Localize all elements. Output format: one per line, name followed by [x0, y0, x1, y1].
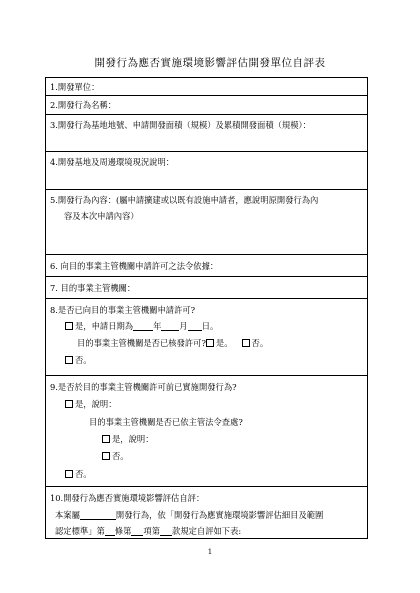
- permit-yes-line: [65, 318, 218, 334]
- self-assessment-heading: 10.開發行為應否實施環境影響評估自評：: [50, 493, 205, 503]
- row-competent-authority: [46, 277, 367, 299]
- permit-yes-label: 是，申請日期為: [75, 321, 134, 331]
- row-site-environment: [46, 152, 367, 190]
- article-label: 條第: [114, 526, 132, 536]
- penalty-yes-checkbox[interactable]: [102, 435, 110, 443]
- land-area-label: 3.開發行為基地地號、申請開發面積（規模）及累積開發面積（規模）：: [50, 120, 311, 130]
- project-type-blank[interactable]: [80, 509, 116, 520]
- row-developer: [46, 78, 367, 96]
- year-blank[interactable]: [133, 320, 153, 331]
- developer-label: 1.開發單位：: [50, 82, 100, 92]
- permit-issued-yes-checkbox[interactable]: [206, 339, 214, 347]
- competent-authority-label: 7. 目的事業主管機關：: [50, 283, 136, 293]
- subparagraph-label: 款規定自評如下表:: [172, 526, 242, 536]
- permit-issued-yes-label: 是。: [215, 338, 233, 348]
- permit-no-checkbox[interactable]: [65, 356, 73, 364]
- development-content-label-cont: 容及本次申請內容）: [64, 211, 139, 221]
- month-blank[interactable]: [161, 320, 179, 331]
- page-number: 1: [207, 548, 213, 556]
- subparagraph-blank[interactable]: [160, 525, 172, 536]
- prior-no-checkbox[interactable]: [65, 470, 73, 478]
- permit-question: 8.是否已向目的事業主管機關申請許可?: [50, 305, 196, 315]
- penalty-no-line: [102, 448, 129, 464]
- prior-yes-checkbox[interactable]: [65, 400, 73, 408]
- prior-yes-label: 是，說明：: [75, 399, 117, 409]
- penalty-no-checkbox[interactable]: [102, 452, 110, 460]
- day-label: 日。: [201, 321, 219, 331]
- row-legal-basis: [46, 255, 367, 277]
- development-content-label: 5.開發行為內容：(屬申請擴建或以既有設施申請者，應說明原開發行為內: [50, 195, 319, 205]
- paragraph-blank[interactable]: [131, 525, 143, 536]
- permit-issued-question: 目的事業主管機關是否已核發許可?: [77, 338, 206, 348]
- page-title: 開發行為應否實施環境影響評估開發單位自評表: [94, 57, 326, 69]
- article-blank[interactable]: [105, 525, 115, 536]
- permit-issued-line: [77, 335, 268, 351]
- prior-yes-line: [65, 396, 117, 412]
- row-land-area: [46, 115, 367, 152]
- assessment-form-table: [45, 77, 368, 539]
- row-self-assessment: [46, 487, 367, 540]
- legal-basis-label: 6. 向目的事業主管機關申請許可之法令依據：: [50, 261, 219, 271]
- year-label: 年: [153, 321, 162, 331]
- site-environment-label: 4.開發基地及周邊環境現況說明：: [50, 157, 175, 167]
- paragraph-label: 項第: [143, 526, 161, 536]
- penalty-yes-label: 是，說明：: [112, 434, 154, 444]
- project-type-prefix: 本案屬: [55, 510, 80, 520]
- penalty-no-label: 否。: [112, 451, 129, 461]
- penalty-question: 目的事業主管機關是否已依主管法令查處?: [89, 417, 243, 427]
- penalty-yes-line: [102, 431, 154, 447]
- permit-yes-checkbox[interactable]: [65, 322, 73, 330]
- row-development-content: [46, 190, 367, 255]
- month-label: 月: [179, 321, 188, 331]
- row-permit-application: [46, 299, 367, 376]
- project-name-label: 2.開發行為名稱：: [50, 100, 116, 110]
- permit-no-line: [65, 352, 92, 368]
- prior-development-question: 9.是否於目的事業主管機關許可前已實施開發行為?: [50, 382, 237, 392]
- day-blank[interactable]: [188, 320, 202, 331]
- row-project-name: [46, 96, 367, 115]
- self-assessment-line1: [55, 507, 323, 523]
- permit-no-label: 否。: [75, 355, 92, 365]
- prior-no-label: 否。: [75, 469, 92, 479]
- self-assessment-line2: [55, 523, 241, 539]
- criteria-text: 開發行為，依「開發行為應實施環境影響評估細目及範圍: [115, 510, 324, 520]
- prior-no-line: [65, 466, 92, 482]
- permit-issued-no-checkbox[interactable]: [242, 339, 250, 347]
- criteria-standard-label: 認定標準」第: [55, 526, 105, 536]
- permit-issued-no-label: 否。: [251, 338, 269, 348]
- row-prior-development: [46, 376, 367, 487]
